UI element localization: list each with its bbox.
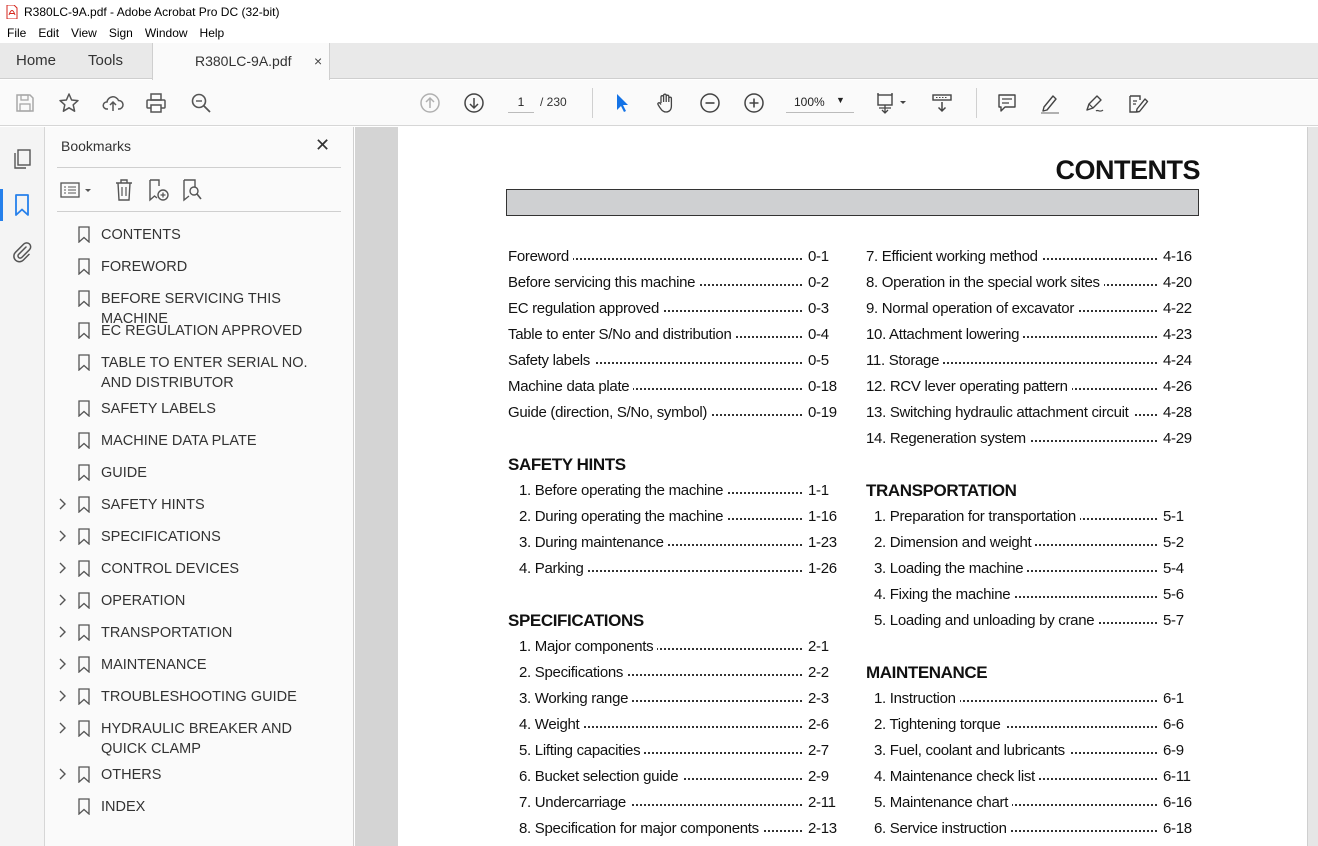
toc-entry-text: 7. Efficient working method bbox=[866, 247, 1042, 267]
scroll-mode-icon[interactable] bbox=[930, 91, 954, 115]
toc-entry[interactable] bbox=[866, 403, 1196, 423]
bookmark-label: TRANSPORTATION bbox=[101, 625, 233, 641]
bookmark-label: HYDRAULIC BREAKER AND QUICK CLAMP bbox=[101, 721, 292, 757]
toc-entry-text: 3. During maintenance bbox=[519, 533, 668, 553]
chevron-right-icon[interactable] bbox=[57, 722, 67, 734]
bookmarks-title: Bookmarks bbox=[61, 138, 132, 154]
toc-entry-text: 6. Service instruction bbox=[874, 819, 1011, 839]
chevron-right-icon[interactable] bbox=[57, 768, 67, 780]
bookmark-label: CONTENTS bbox=[101, 227, 181, 243]
toc-section-heading[interactable]: TRANSPORTATION bbox=[866, 481, 1017, 500]
bookmark-label: BEFORE SERVICING THIS MACHINE bbox=[101, 291, 281, 327]
toc-entry-page: 4-20 bbox=[1163, 274, 1192, 291]
toc-entry-page: 0-5 bbox=[808, 352, 829, 369]
toc-entry[interactable] bbox=[508, 403, 838, 423]
toc-entry[interactable] bbox=[874, 689, 1196, 709]
toc-entry-page: 4-28 bbox=[1163, 404, 1192, 421]
upload-cloud-icon[interactable] bbox=[101, 91, 125, 115]
toc-entry-page: 0-1 bbox=[808, 248, 829, 265]
bookmark-icon bbox=[78, 258, 90, 275]
bookmark-icon bbox=[78, 400, 90, 417]
tab-document[interactable] bbox=[152, 43, 330, 80]
toc-entry-page: 4-16 bbox=[1163, 248, 1192, 265]
toc-entry-page: 2-11 bbox=[808, 794, 836, 811]
attachments-paperclip-icon[interactable] bbox=[10, 239, 34, 263]
bookmark-icon bbox=[78, 354, 90, 371]
next-page-icon[interactable] bbox=[462, 91, 486, 115]
toc-entry[interactable] bbox=[874, 507, 1196, 527]
print-icon[interactable] bbox=[144, 91, 168, 115]
search-zoom-icon[interactable] bbox=[189, 91, 213, 115]
toc-entry-text: 8. Operation in the special work sites bbox=[866, 273, 1104, 293]
bookmark-label: MAINTENANCE bbox=[101, 657, 207, 673]
toc-entry-page: 2-6 bbox=[808, 716, 829, 733]
left-tool-rail bbox=[0, 127, 45, 846]
toc-entry-page: 2-1 bbox=[808, 638, 829, 655]
bookmark-icon bbox=[78, 528, 90, 545]
toc-entry[interactable] bbox=[866, 247, 1196, 267]
bookmark-label: TABLE TO ENTER SERIAL NO. AND DISTRIBUTOR bbox=[101, 355, 308, 391]
divider bbox=[57, 167, 341, 168]
toc-entry-page: 2-13 bbox=[808, 820, 837, 837]
save-icon[interactable] bbox=[13, 91, 37, 115]
toc-entry[interactable] bbox=[519, 741, 838, 761]
toc-entry-text: 2. Tightening torque bbox=[874, 715, 1005, 735]
zoom-level-select[interactable] bbox=[786, 91, 854, 113]
toc-entry-page: 6-9 bbox=[1163, 742, 1184, 759]
chevron-right-icon[interactable] bbox=[57, 658, 67, 670]
toc-entry-page: 2-3 bbox=[808, 690, 829, 707]
toc-entry-text: 10. Attachment lowering bbox=[866, 325, 1023, 345]
toc-entry-page: 6-18 bbox=[1163, 820, 1192, 837]
toc-entry-text: Safety labels bbox=[508, 351, 594, 371]
toc-section-heading[interactable]: MAINTENANCE bbox=[866, 663, 988, 682]
divider bbox=[57, 211, 341, 212]
page-title: CONTENTS bbox=[1055, 155, 1200, 185]
chevron-right-icon[interactable] bbox=[57, 530, 67, 542]
bookmark-label: GUIDE bbox=[101, 465, 147, 481]
bookmark-icon bbox=[78, 432, 90, 449]
toc-entry-text: EC regulation approved bbox=[508, 299, 663, 319]
toc-entry[interactable] bbox=[519, 793, 838, 813]
toc-entry[interactable] bbox=[874, 819, 1196, 839]
bookmark-label: OPERATION bbox=[101, 593, 186, 609]
comment-icon[interactable] bbox=[995, 91, 1019, 115]
toc-entry[interactable] bbox=[519, 533, 838, 553]
toc-entry[interactable] bbox=[874, 793, 1196, 813]
menu-bar bbox=[0, 23, 1318, 43]
toc-entry-page: 1-16 bbox=[808, 508, 837, 525]
toc-entry[interactable] bbox=[519, 507, 838, 527]
bookmark-icon bbox=[78, 464, 90, 481]
toc-entry-text: Table to enter S/No and distribution bbox=[508, 325, 736, 345]
toc-entry-page: 6-16 bbox=[1163, 794, 1192, 811]
toc-entry[interactable] bbox=[866, 273, 1196, 293]
toc-entry-page: 4-22 bbox=[1163, 300, 1192, 317]
bookmark-icon bbox=[78, 656, 90, 673]
toc-entry-page: 1-1 bbox=[808, 482, 829, 499]
toc-entry-text: 5. Maintenance chart bbox=[874, 793, 1012, 813]
toc-entry-page: 4-29 bbox=[1163, 430, 1192, 447]
toc-entry-text: 12. RCV lever operating pattern bbox=[866, 377, 1072, 397]
bookmark-label: SAFETY HINTS bbox=[101, 497, 205, 513]
toc-entry[interactable] bbox=[874, 559, 1196, 579]
vertical-scrollbar[interactable] bbox=[1307, 127, 1318, 846]
menu-file[interactable]: File bbox=[7, 26, 27, 40]
toc-entry-page: 0-4 bbox=[808, 326, 829, 343]
toc-entry[interactable] bbox=[866, 299, 1196, 319]
toc-entry[interactable] bbox=[874, 767, 1196, 787]
bookmarks-panel bbox=[45, 127, 354, 846]
toc-entry-text: 7. Undercarriage bbox=[519, 793, 630, 813]
page-thumbnails-icon[interactable] bbox=[10, 147, 34, 171]
toc-section-heading[interactable]: SPECIFICATIONS bbox=[508, 611, 644, 630]
chevron-right-icon[interactable] bbox=[57, 626, 67, 638]
draw-pen-icon[interactable] bbox=[1082, 91, 1106, 115]
toc-entry-text: 1. Before operating the machine bbox=[519, 481, 727, 501]
toc-entry[interactable] bbox=[874, 585, 1196, 605]
toc-entry[interactable] bbox=[519, 663, 838, 683]
highlight-pen-icon[interactable] bbox=[1038, 91, 1062, 115]
toc-entry[interactable] bbox=[519, 819, 838, 839]
bookmark-icon bbox=[78, 688, 90, 705]
toc-entry-text: 5. Loading and unloading by crane bbox=[874, 611, 1098, 631]
toc-entry-text: 8. Specification for major components bbox=[519, 819, 763, 839]
find-bookmark-icon[interactable] bbox=[179, 177, 205, 203]
delete-bookmark-icon[interactable] bbox=[111, 177, 137, 203]
toc-entry[interactable] bbox=[519, 689, 838, 709]
toc-entry-text: 13. Switching hydraulic attachment circuit bbox=[866, 403, 1133, 423]
toc-entry-text: 2. During operating the machine bbox=[519, 507, 727, 527]
toc-entry-text: 11. Storage bbox=[866, 351, 943, 371]
toc-entry-text: 6. Bucket selection guide bbox=[519, 767, 682, 787]
bookmark-icon bbox=[78, 592, 90, 609]
toc-entry-page: 1-23 bbox=[808, 534, 837, 551]
toc-entry-text: 2. Dimension and weight bbox=[874, 533, 1035, 553]
zoom-out-icon[interactable] bbox=[698, 91, 722, 115]
toc-entry-page: 2-9 bbox=[808, 768, 829, 785]
toc-entry-text: 3. Working range bbox=[519, 689, 632, 709]
menu-edit[interactable]: Edit bbox=[38, 26, 60, 40]
chevron-down-icon: ▼ bbox=[836, 95, 845, 105]
toc-entry[interactable] bbox=[508, 247, 838, 267]
previous-page-icon[interactable] bbox=[418, 91, 442, 115]
zoom-level-value: 100% bbox=[794, 95, 825, 109]
toc-entry-text: 1. Preparation for transportation bbox=[874, 507, 1080, 527]
menu-view[interactable]: View bbox=[71, 26, 97, 40]
toc-entry-text: 3. Loading the machine bbox=[874, 559, 1027, 579]
toc-entry[interactable] bbox=[508, 273, 838, 293]
toc-entry[interactable] bbox=[508, 325, 838, 345]
toolbar bbox=[0, 80, 1318, 126]
bookmark-label: OTHERS bbox=[101, 767, 162, 783]
bookmark-icon bbox=[78, 226, 90, 243]
toc-entry-page: 4-24 bbox=[1163, 352, 1192, 369]
toc-entry-page: 0-19 bbox=[808, 404, 837, 421]
toc-section-heading[interactable]: SAFETY HINTS bbox=[508, 455, 626, 474]
pdf-page bbox=[398, 127, 1308, 846]
toc-entry-page: 2-7 bbox=[808, 742, 829, 759]
bookmark-icon bbox=[78, 290, 90, 307]
toc-entry-text: 4. Parking bbox=[519, 559, 588, 579]
title-bar bbox=[0, 0, 1318, 23]
toc-entry-page: 5-7 bbox=[1163, 612, 1184, 629]
toc-entry-page: 6-1 bbox=[1163, 690, 1184, 707]
toc-entry-text: 9. Normal operation of excavator bbox=[866, 299, 1078, 319]
toolbar-divider bbox=[592, 88, 593, 118]
toc-entry-text: Machine data plate bbox=[508, 377, 633, 397]
chevron-right-icon[interactable] bbox=[57, 498, 67, 510]
document-tab-label: R380LC-9A.pdf bbox=[195, 53, 292, 69]
bookmark-label: SAFETY LABELS bbox=[101, 401, 216, 417]
bookmark-label: EC REGULATION APPROVED bbox=[101, 323, 303, 339]
page-total: / 230 bbox=[540, 95, 567, 109]
bookmark-label: CONTROL DEVICES bbox=[101, 561, 240, 577]
page-number-input[interactable] bbox=[508, 91, 534, 113]
chevron-right-icon[interactable] bbox=[57, 690, 67, 702]
tab-home[interactable]: Home bbox=[16, 52, 57, 69]
star-icon[interactable] bbox=[57, 91, 81, 115]
toc-entry[interactable] bbox=[866, 351, 1196, 371]
bookmark-icon bbox=[78, 624, 90, 641]
toc-entry-page: 6-6 bbox=[1163, 716, 1184, 733]
toc-entry[interactable] bbox=[866, 377, 1196, 397]
toc-entry-page: 5-2 bbox=[1163, 534, 1184, 551]
toc-entry-page: 1-26 bbox=[808, 560, 837, 577]
toc-entry[interactable] bbox=[874, 611, 1196, 631]
menu-sign[interactable]: Sign bbox=[108, 26, 133, 40]
bookmark-label: INDEX bbox=[101, 799, 146, 815]
page-fit-icon[interactable] bbox=[874, 91, 910, 115]
window-title: R380LC-9A.pdf - Adobe Acrobat Pro DC (32-bit) bbox=[24, 4, 280, 19]
toolbar-divider bbox=[976, 88, 977, 118]
tab-tools[interactable]: Tools bbox=[88, 52, 124, 69]
toc-entry[interactable] bbox=[866, 429, 1196, 449]
toc-entry-text: Guide (direction, S/No, symbol) bbox=[508, 403, 711, 423]
toc-entry-text: Before servicing this machine bbox=[508, 273, 699, 293]
close-panel-icon[interactable]: ✕ bbox=[315, 135, 331, 155]
toc-entry-text: Foreword bbox=[508, 247, 573, 267]
toc-entry-page: 0-3 bbox=[808, 300, 829, 317]
bookmark-label: SPECIFICATIONS bbox=[101, 529, 221, 545]
chevron-right-icon[interactable] bbox=[57, 594, 67, 606]
bookmark-label: MACHINE DATA PLATE bbox=[101, 433, 257, 449]
toc-entry[interactable] bbox=[519, 767, 838, 787]
toc-entry-text: 4. Maintenance check list bbox=[874, 767, 1039, 787]
bookmark-icon bbox=[78, 560, 90, 577]
toc-entry-text: 5. Lifting capacities bbox=[519, 741, 644, 761]
bookmark-icon bbox=[78, 496, 90, 513]
toc-entry[interactable] bbox=[874, 741, 1196, 761]
toc-entry-page: 2-2 bbox=[808, 664, 829, 681]
acrobat-icon bbox=[6, 5, 18, 19]
toc-entry-page: 4-26 bbox=[1163, 378, 1192, 395]
menu-help[interactable]: Help bbox=[199, 26, 225, 40]
toc-entry-page: 5-6 bbox=[1163, 586, 1184, 603]
toc-entry-page: 6-11 bbox=[1163, 768, 1191, 785]
toc-entry[interactable] bbox=[866, 325, 1196, 345]
toc-entry-text: 14. Regeneration system bbox=[866, 429, 1030, 449]
toc-entry[interactable] bbox=[508, 377, 838, 397]
toc-entry-text: 3. Fuel, coolant and lubricants bbox=[874, 741, 1069, 761]
toc-entry[interactable] bbox=[519, 481, 838, 501]
toc-entry-page: 0-2 bbox=[808, 274, 829, 291]
title-bar-decoration bbox=[506, 189, 1199, 216]
toc-entry-text: 4. Weight bbox=[519, 715, 583, 735]
new-bookmark-icon[interactable] bbox=[145, 177, 171, 203]
chevron-right-icon[interactable] bbox=[57, 562, 67, 574]
menu-window[interactable]: Window bbox=[144, 26, 188, 40]
hand-tool-icon[interactable] bbox=[654, 91, 678, 115]
toc-entry[interactable] bbox=[508, 351, 838, 371]
bookmark-icon bbox=[78, 766, 90, 783]
bookmarks-icon[interactable] bbox=[10, 193, 34, 217]
toc-entry-page: 5-1 bbox=[1163, 508, 1184, 525]
bookmark-icon bbox=[78, 720, 90, 737]
zoom-in-icon[interactable] bbox=[742, 91, 766, 115]
bookmark-label: TROUBLESHOOTING GUIDE bbox=[101, 689, 297, 705]
toc-entry[interactable] bbox=[874, 715, 1196, 735]
toc-entry[interactable] bbox=[519, 637, 838, 657]
toc-entry[interactable] bbox=[519, 559, 838, 579]
toc-entry[interactable] bbox=[519, 715, 838, 735]
bookmark-icon bbox=[78, 322, 90, 339]
toc-entry-text: 2. Specifications bbox=[519, 663, 627, 683]
toc-entry-page: 4-23 bbox=[1163, 326, 1192, 343]
bookmark-icon bbox=[78, 798, 90, 815]
toc-entry-text: 1. Instruction bbox=[874, 689, 960, 709]
close-tab-icon[interactable]: × bbox=[314, 53, 323, 69]
document-view[interactable] bbox=[355, 127, 1318, 846]
toc-entry-page: 5-4 bbox=[1163, 560, 1184, 577]
toc-entry-page: 0-18 bbox=[808, 378, 837, 395]
bookmark-label: FOREWORD bbox=[101, 259, 188, 275]
toc-entry[interactable] bbox=[508, 299, 838, 319]
fill-sign-icon[interactable] bbox=[1126, 91, 1150, 115]
select-cursor-icon[interactable] bbox=[610, 91, 634, 115]
toc-entry-text: 1. Major components bbox=[519, 637, 657, 657]
tab-bar bbox=[0, 43, 1318, 79]
toc-entry-text: 4. Fixing the machine bbox=[874, 585, 1014, 605]
toc-entry[interactable] bbox=[874, 533, 1196, 553]
bookmark-options-icon[interactable] bbox=[59, 177, 95, 203]
